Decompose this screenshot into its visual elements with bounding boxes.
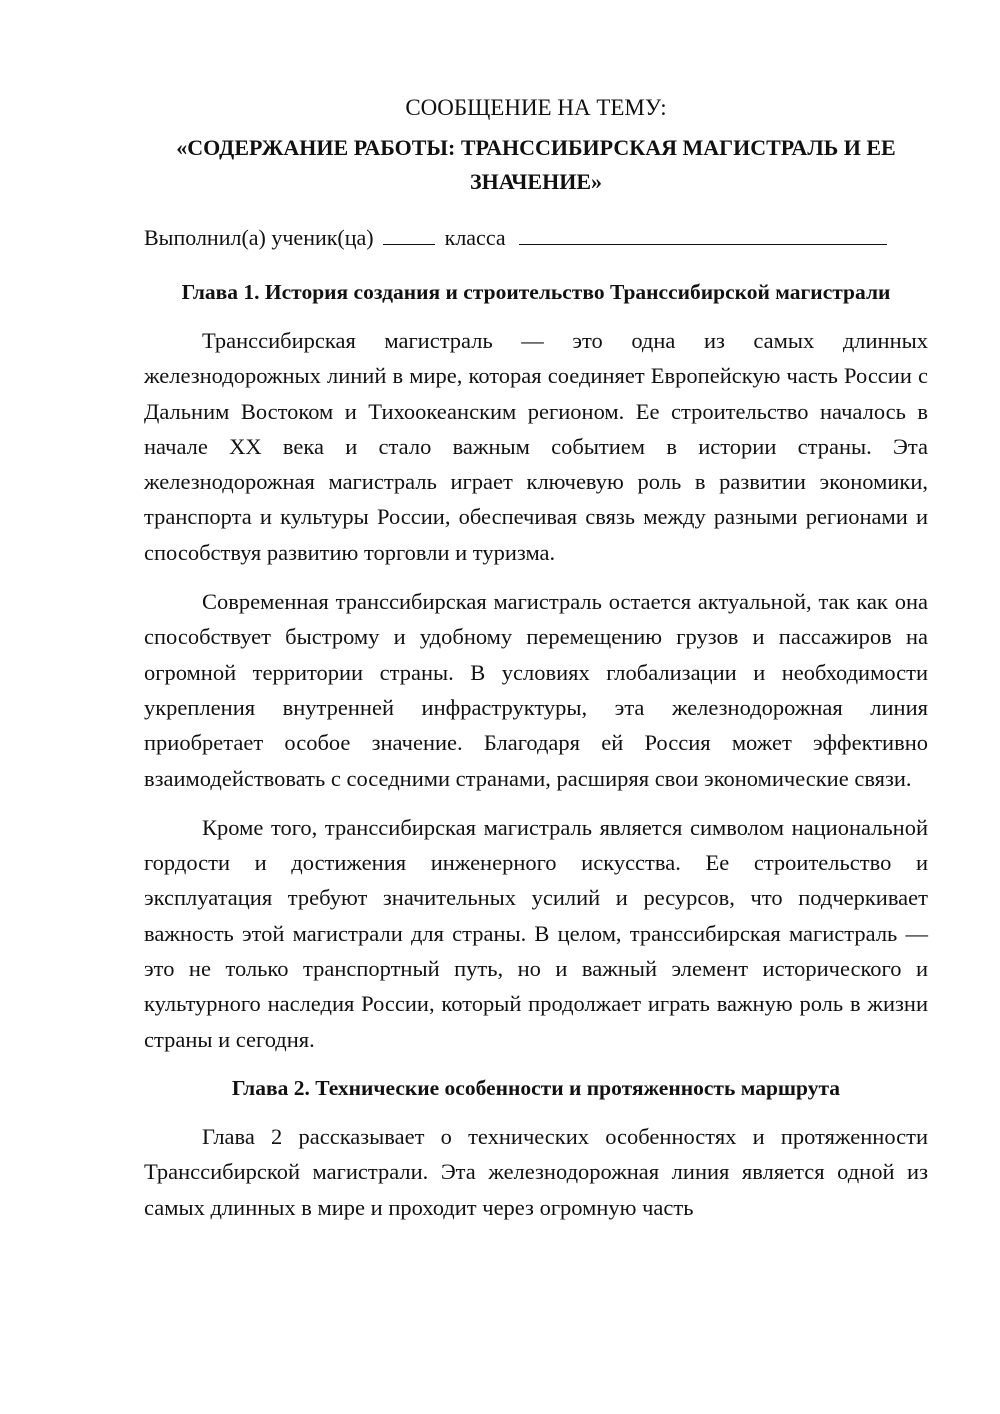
class-number-blank: [383, 222, 435, 245]
chapter-1-paragraph-1: Транссибирская магистраль — это одна из самых длинных железнодорожных линий в мире, которая соединяет Европейскую часть России с Дальним Востоком и Тихоокеанским регионом. Ее строительство началось в начале XX века и стало важным событием в истории страны. Эта железнодорожная магистраль играет ключевую роль в развитии экономики, транспорта и культуры России, обеспечивая связь между разными регионами и способствуя развитию торговли и туризма.: [144, 328, 928, 565]
signature-line: [144, 221, 928, 255]
chapter-1-heading: Глава 1. История создания и строительство Транссибирской магистрали: [181, 280, 891, 304]
chapter-2-paragraph-1: Глава 2 рассказывает о технических особенностях и протяженности Транссибирской магистрали. Эта железнодорожная линия является одной из самых длинных в мире и проходит через огромную часть: [144, 1123, 928, 1220]
chapter-2-heading: Глава 2. Технические особенности и протяженность маршрута: [231, 1075, 841, 1100]
header-line: СООБЩЕНИЕ НА ТЕМУ:: [405, 95, 667, 120]
document-page: [144, 90, 928, 1225]
document-title: «СОДЕРЖАНИЕ РАБОТЫ: ТРАНССИБИРСКАЯ МАГИСТРАЛЬ И ЕЕ ЗНАЧЕНИЕ»: [176, 135, 896, 194]
chapter-1-paragraph-3: Кроме того, транссибирская магистраль является символом национальной гордости и достижения инженерного искусства. Ее строительство и эксплуатация требуют значительных усилий и ресурсов, что подчеркивает важность этой магистрали для страны. В целом, транссибирская магистраль — это не только транспортный путь, но и важный элемент исторического и культурного наследия России, который продолжает играть важную роль в жизни страны и сегодня.: [144, 814, 928, 1052]
chapter-1-paragraph-2: Современная транссибирская магистраль остается актуальной, так как она способствует быстрому и удобному перемещению грузов и пассажиров на огромной территории страны. В условиях глобализации и необходимости укрепления внутренней инфраструктуры, эта железнодорожная линия приобретает особое значение. Благодаря ей Россия может эффективно взаимодействовать с соседними странами, расширяя свои экономические связи.: [144, 589, 928, 791]
student-name-blank: [519, 222, 887, 245]
performed-by-label: Выполнил(а) ученик(ца): [144, 225, 374, 250]
class-label: класса: [444, 225, 506, 250]
